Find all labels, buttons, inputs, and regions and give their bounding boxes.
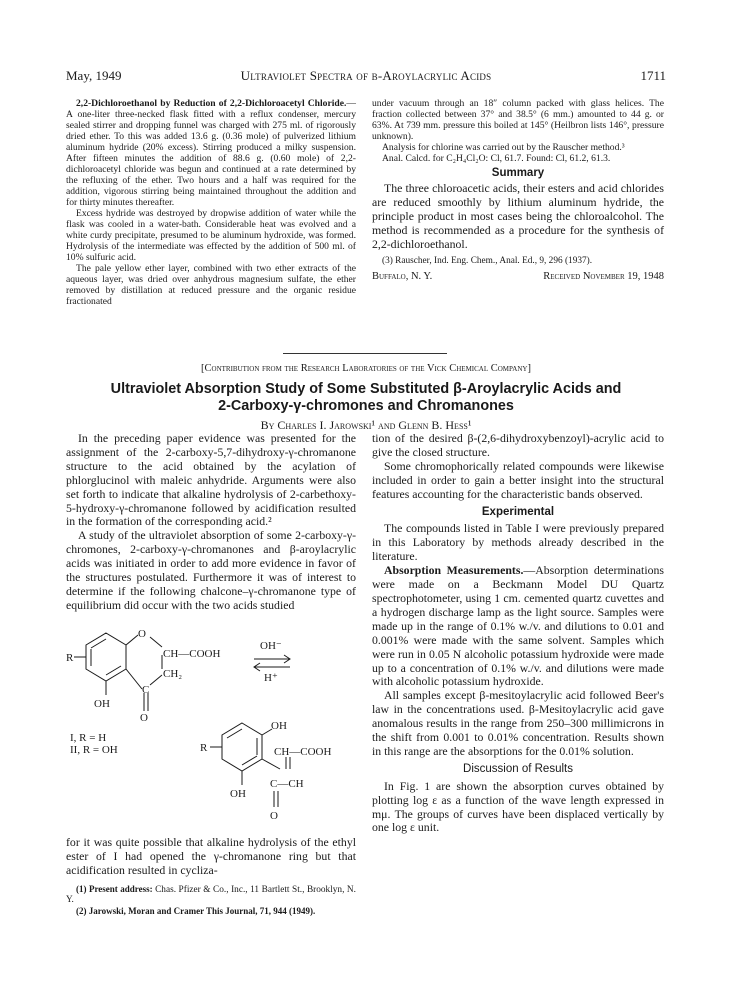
compound-i-label: I, R = H — [70, 731, 107, 744]
proton-label: H⁺ — [264, 671, 278, 684]
body-paragraph: In the preceding paper evidence was presented for the assignment of the 2-carboxy-5,7-dihydroxy-γ-chromanone structure to the acid obtained by the acylation of phlorglucinol with maleic anhydride. Arguments were also set forth to indicate that alkaline hydrolysis of 2-carbethoxy-5-hydroxy-γ-chromanone followed by acidification resulted in the formation of the corresponding acid.² — [66, 431, 356, 529]
byline: By Charles I. Jarowski¹ and Glenn B. Hess¹ — [260, 418, 472, 432]
prev-footnotes — [372, 256, 664, 267]
location: Buffalo, N. Y. — [372, 271, 433, 283]
body-paragraph: The compounds listed in Table I were previously prepared in this Laboratory by methods already described in the literature. — [372, 521, 664, 564]
prev-paragraph: Analysis for chlorine was carried out by the Rauscher method.³ — [382, 142, 625, 153]
footnote-2: (2) Jarowski, Moran and Cramer This Journal, 71, 944 (1949). — [76, 905, 316, 916]
ch-cooh-label: CH—COOH — [163, 647, 221, 660]
chemical-structures — [66, 615, 356, 833]
oh-label-left: OH — [94, 697, 110, 710]
hydroxide-label: OH⁻ — [260, 639, 282, 652]
prev-paragraph: under vacuum through an 18″ column packed with glass helices. The fraction collected between 37° and 38.5° (6 mm.) amounted to 44 g. or 63%. At 739 mm. pressure this boiled at 145° (Heilbron lists 146°, pressure unknown). — [372, 98, 664, 142]
footnotes — [66, 884, 356, 917]
discussion-heading: Discussion of Results — [463, 762, 573, 775]
oh-bottom-label-2: OH — [230, 787, 246, 800]
header-date: May, 1949 — [66, 68, 122, 83]
summary-body — [372, 182, 664, 252]
prev-article-col-left — [66, 98, 356, 307]
body-paragraph: for it was quite possible that alkaline hydrolysis of the ethyl ester of I had opened the γ-chromanone ring but that acidification resulted in cycliza- — [66, 834, 356, 877]
prev-paragraph: The pale yellow ether layer, combined with two ether extracts of the aqueous layer, was dried over anhydrous magnesium sulfate, the ether removed by distillation at reduced pressure and the organic residue fractionated — [66, 263, 356, 307]
benzene-ring-right — [222, 723, 262, 771]
carbonyl-o-label: O — [140, 711, 148, 724]
body-paragraph: All samples except β-mesitoylacrylic acid followed Beer's law in the concentrations used. β-Mesitoylacrylic acid gave anomalous results in the range from 250–300 millimicrons in the shift from 0.001 to 0.01% concentration. Results shown in this range are the absorptions for the 0.01% solution. — [372, 688, 664, 758]
article-col-left — [66, 432, 356, 916]
body-paragraph: tion of the desired β-(2,6-dihydroxybenzoyl)-acrylic acid to give the closed structure. — [372, 431, 664, 459]
body-paragraph: Some chromophorically related compounds were likewise included in order to gain a better insight into the structural features accounting for the characteristic bands observed. — [372, 458, 664, 501]
ring-oxygen-label: O — [138, 627, 146, 640]
r-substituent-label: R — [66, 651, 74, 664]
header-title: Ultraviolet Spectra of β-Aroylacrylic Acids — [240, 68, 492, 83]
benzene-ring-left — [86, 633, 126, 681]
page-number: 1711 — [640, 68, 666, 83]
c-ch-label: C—CH — [270, 777, 304, 790]
body-paragraph-text: —Absorption determinations were made on a Beckmann Model DU Quartz spectrophotometer, using 1 cm. cemented quartz cuvettes and a hydrogen discharge lamp as the light source. Samples were made up in the range of 0.1% w./v. and dilutions to 0.01 and 0.001% were made with the same solvent. Samples which were run in 0.05 N alcoholic potassium hydroxide were made up to a concentration of 0.1% w./v. and dilutions were made with alcoholic potassium hydroxide. — [372, 563, 664, 689]
body-paragraph: A study of the ultraviolet absorption of some 2-carboxy-γ-chromones, 2-carboxy-γ-chromanones and β-aroylacrylic acids was initiated in order to add more evidence in favor of the structures postulated. Furthermore it was of interest to determine if the following chalcone–γ-chromanone type of equilibrium did occur with the two acids studied — [66, 528, 356, 612]
running-head — [66, 68, 666, 84]
experimental-heading: Experimental — [481, 505, 555, 518]
prev-paragraph — [66, 98, 356, 208]
separator-rule — [283, 353, 447, 354]
article-col-right — [372, 432, 664, 835]
compound-ii-label: II, R = OH — [70, 743, 118, 756]
footnote-3: (3) Rauscher, Ind. Eng. Chem., Anal. Ed., 9, 296 (1937). — [382, 255, 593, 266]
footnote-1 — [66, 884, 356, 906]
summary-paragraph: The three chloroacetic acids, their esters and acid chlorides are reduced smoothly by lithium aluminum hydride, the principle product in most cases being the chloroalcohol. The method is recommended as a procedure for the synthesis of 2,2-dichloroethanol. — [372, 181, 664, 251]
summary-heading: Summary — [491, 167, 545, 179]
body-paragraph — [372, 564, 664, 689]
article-title — [66, 381, 666, 415]
ch-cooh-label-2: CH—COOH — [274, 745, 332, 758]
prev-analysis: Anal. Calcd. for C₂H₄Cl₂O: Cl, 61.7. Found: Cl, 61.2, 61.3. — [382, 153, 611, 164]
oh-top-label: OH — [271, 719, 287, 732]
title-line-1: Ultraviolet Absorption Study of Some Substituted β-Aroylacrylic Acids and — [110, 381, 622, 397]
prev-article-col-right — [372, 98, 664, 284]
title-line-2: 2-Carboxy-γ-chromones and Chromanones — [218, 398, 514, 414]
signature-row — [372, 271, 664, 284]
equilibrium-structure-figure — [66, 615, 356, 833]
prev-paragraph-text: —A one-liter three-necked flask fitted with a reflux condenser, mercury sealed stirrer and dropping funnel was charged with 275 ml. of rigorously dried ether. To this was added 13.6 g. (0.36 mole) of pulverized lithium aluminum hydride (20% excess). Stirring produced a milky suspension. After fifteen minutes the addition of 88.6 g. (0.60 mole) of 2,2-dichloroacetyl chloride was begun and continued at a rate determined by the refluxing of the ether. Two hours and a half was required for the addition, vigorous stirring being maintained throughout the addition and for thirty minutes thereafter. — [66, 98, 356, 208]
r-substituent-label-2: R — [200, 741, 208, 754]
prev-paragraph: Excess hydride was destroyed by dropwise addition of water while the flask was cooled in a water-bath. Considerable heat was evolved and a white curdy precipitate, presumed to be aluminum hydroxide, was formed. Hydrolysis of the intermediate was effected by the addition of 500 ml. of 10% sulfuric acid. — [66, 208, 356, 263]
runin-heading: Absorption Measurements. — [384, 563, 524, 578]
body-paragraph: In Fig. 1 are shown the absorption curves obtained by plotting log ε as a function of the wave length expressed in mμ. The groups of curves have been displaced vertically by one log ε unit. — [372, 778, 664, 835]
footnote-1-text: Chas. Pfizer & Co., Inc., 11 Bartlett St., Brooklyn, N. Y. — [66, 884, 356, 906]
contribution-line: [Contribution from the Research Laboratories of the Vick Chemical Company] — [201, 363, 531, 374]
ch2-label: CH₂ — [163, 667, 183, 680]
prev-runin-heading: 2,2-Dichloroethanol by Reduction of 2,2-Dichloroacetyl Chloride. — [76, 98, 347, 109]
received-date: Received November 19, 1948 — [543, 271, 664, 283]
carbonyl-c-label: C — [142, 683, 150, 696]
carbonyl-o-label-2: O — [270, 809, 278, 822]
footnote-1-label: (1) Present address: — [76, 883, 153, 894]
